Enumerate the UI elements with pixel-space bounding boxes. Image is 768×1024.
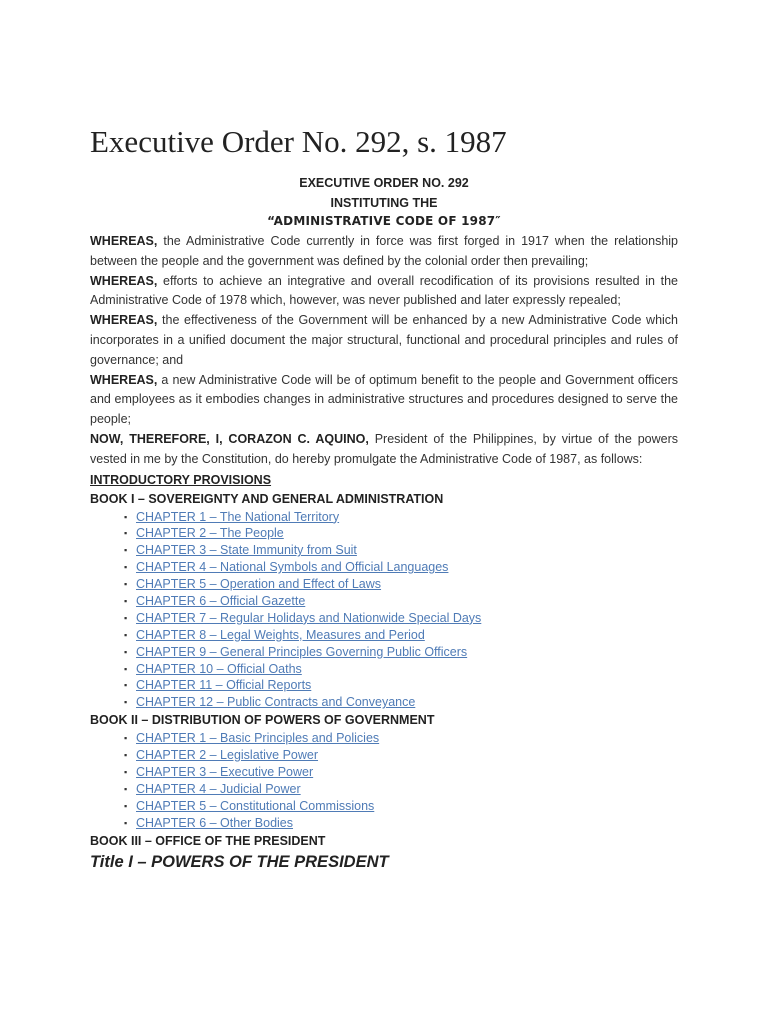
whereas-clause [90,311,678,370]
bullet-icon: ▪ [124,783,128,794]
document-title: Executive Order No. 292, s. 1987 [90,124,507,159]
bullet-icon: ▪ [124,663,128,674]
whereas-text: a new Administrative Code will be of optimum benefit to the people and Government officers and employees as it embodies changes in administrative structures and procedures designed to serve the people; [90,372,678,427]
chapter-link[interactable]: CHAPTER 8 – Legal Weights, Measures and Period [136,627,425,642]
bullet-icon: ▪ [124,750,128,761]
book-3-heading: BOOK III – OFFICE OF THE PRESIDENT [90,833,326,848]
bullet-icon: ▪ [124,562,128,573]
chapter-link[interactable]: CHAPTER 11 – Official Reports [136,678,312,693]
chapter-link[interactable]: CHAPTER 12 – Public Contracts and Conveyance [136,695,416,710]
bullet-icon: ▪ [124,767,128,778]
whereas-clause [90,371,678,430]
bullet-icon: ▪ [124,612,128,623]
chapter-list-item [124,747,678,764]
bullet-icon: ▪ [124,680,128,691]
bullet-icon: ▪ [124,646,128,657]
chapter-list-item [124,509,678,526]
chapter-list-item [124,694,678,711]
chapter-list-item [124,576,678,593]
bullet-icon: ▪ [124,629,128,640]
chapter-list-item [124,730,678,747]
code-name-heading: “ADMINISTRATIVE CODE OF 1987″ [267,214,501,228]
chapter-list-item [124,781,678,798]
chapter-list-item [124,610,678,627]
chapter-link[interactable]: CHAPTER 1 – The National Territory [136,509,340,524]
chapter-list-item [124,593,678,610]
bullet-icon: ▪ [124,817,128,828]
bullet-icon: ▪ [124,545,128,556]
bullet-icon: ▪ [124,733,128,744]
chapter-link[interactable]: CHAPTER 10 – Official Oaths [136,661,302,676]
chapter-link[interactable]: CHAPTER 6 – Other Bodies [136,815,294,830]
book-2-chapter-list [90,730,678,831]
chapter-link[interactable]: CHAPTER 2 – The People [136,526,284,541]
chapter-link[interactable]: CHAPTER 3 – State Immunity from Suit [136,543,357,558]
whereas-lead: WHEREAS, [90,313,158,328]
whereas-lead: WHEREAS, [90,234,158,248]
chapter-link[interactable]: CHAPTER 5 – Constitutional Commissions [136,798,375,813]
book-1-chapter-list [90,509,678,712]
chapter-list-item [124,661,678,678]
chapter-list-item [124,644,678,661]
chapter-link[interactable]: CHAPTER 3 – Executive Power [136,765,314,780]
chapter-link[interactable]: CHAPTER 2 – Legislative Power [136,748,319,763]
chapter-list-item [124,525,678,542]
whereas-lead: WHEREAS, [90,273,158,288]
whereas-clause [90,272,678,312]
chapter-link[interactable]: CHAPTER 4 – Judicial Power [136,781,301,796]
chapter-link[interactable]: CHAPTER 9 – General Principles Governing Public Officers [136,644,468,659]
chapter-list-item [124,542,678,559]
bullet-icon: ▪ [124,511,128,522]
introductory-provisions-heading: INTRODUCTORY PROVISIONS [90,472,272,487]
chapter-link[interactable]: CHAPTER 6 – Official Gazette [136,594,306,609]
instituting-heading: INSTITUTING THE [330,196,438,210]
bullet-icon: ▪ [124,697,128,708]
bullet-icon: ▪ [124,579,128,590]
whereas-text: the Administrative Code currently in force was first forged in 1917 when the relationship between the people and the government was defined by the colonial order then prevailing; [90,234,678,268]
chapter-link[interactable]: CHAPTER 5 – Operation and Effect of Laws [136,577,382,592]
chapter-list-item [124,815,678,832]
now-therefore-text: President of the Philippines, by virtue of the powers vested in me by the Constitution, do hereby promulgate the Administrative Code of 1987, as follows: [90,431,678,466]
whereas-lead: WHEREAS, [90,372,158,387]
whereas-text: efforts to achieve an integrative and overall recodification of its provisions resulted in the Administrative Code of 1978 which, however, was never published and later expressly repealed; [90,273,678,308]
now-therefore-clause [90,430,678,470]
document-body [90,232,678,873]
now-therefore-lead: NOW, THEREFORE, I, CORAZON C. AQUINO, [90,431,369,446]
book-2-heading: BOOK II – DISTRIBUTION OF POWERS OF GOVERNMENT [90,713,435,728]
chapter-list-item [124,798,678,815]
bullet-icon: ▪ [124,596,128,607]
whereas-text: the effectiveness of the Government will be enhanced by a new Administrative Code which incorporates in a unified document the major structural, functional and procedural principles and rules of governance; and [90,313,678,367]
chapter-link[interactable]: CHAPTER 7 – Regular Holidays and Nationwide Special Days [136,610,482,625]
bullet-icon: ▪ [124,800,128,811]
title-i-heading: Title I – POWERS OF THE PRESIDENT [90,852,389,871]
bullet-icon: ▪ [124,528,128,539]
chapter-list-item [124,764,678,781]
chapter-list-item [124,627,678,644]
chapter-list-item [124,677,678,694]
chapter-link[interactable]: CHAPTER 4 – National Symbols and Official Languages [136,560,449,575]
chapter-link[interactable]: CHAPTER 1 – Basic Principles and Policies [136,731,380,746]
whereas-clause [90,232,678,272]
chapter-list-item [124,559,678,576]
order-number-heading: EXECUTIVE ORDER NO. 292 [299,176,469,190]
book-1-heading: BOOK I – SOVEREIGNTY AND GENERAL ADMINISTRATION [90,491,444,506]
